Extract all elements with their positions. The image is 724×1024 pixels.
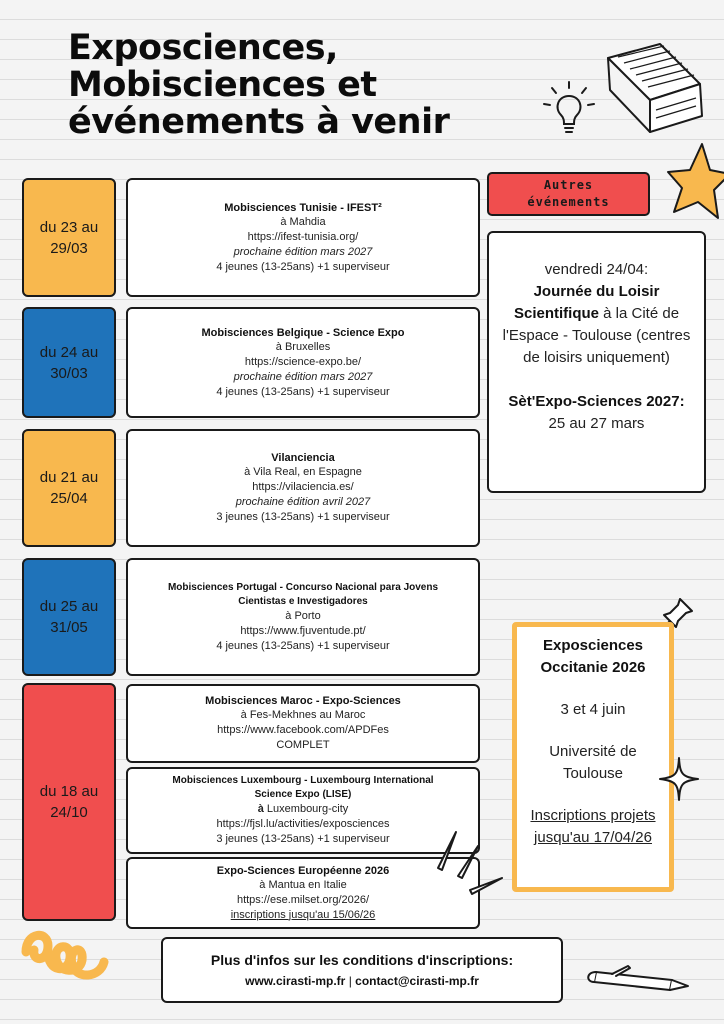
event-title: Expo-Sciences Européenne 2026: [216, 864, 390, 877]
star-icon: [664, 140, 724, 226]
date-block-3-line-2: 25/04: [50, 490, 88, 507]
date-block-2-line-1: du 24 au: [39, 343, 99, 361]
date-block-1-line-2: 29/03: [50, 239, 88, 257]
other-event-1: [497, 281, 696, 369]
event-note: prochaine édition mars 2027: [233, 370, 373, 383]
lightbulb-icon: [540, 78, 598, 140]
event-card-vilanciencia: [126, 429, 480, 547]
event-card-europeenne: [126, 857, 480, 929]
event-location: à Mantua en Italie: [259, 878, 347, 891]
date-block-5-line-2: 24/10: [50, 804, 88, 821]
footer-email-link[interactable]: contact@cirasti-mp.fr: [355, 974, 479, 988]
spiral-icon: [18, 922, 114, 992]
event-location: à Bruxelles: [275, 340, 331, 353]
event-title: Mobisciences Tunisie - IFEST²: [224, 201, 382, 214]
other-event-2-title: Sèt'Expo-Sciences 2027:: [508, 393, 685, 410]
occitanie-venue: Université de Toulouse: [549, 743, 637, 782]
event-location: [258, 802, 349, 817]
event-url[interactable]: https://ese.milset.org/2026/: [236, 893, 370, 906]
event-location: à Fes-Mekhnes au Maroc: [240, 709, 366, 721]
autres-line-2: événements: [527, 195, 610, 209]
other-event-date: vendredi 24/04:: [544, 261, 649, 278]
event-title-line-1: Mobisciences Luxembourg - Luxembourg International: [172, 775, 434, 786]
event-title: Mobisciences Belgique - Science Expo: [201, 326, 405, 339]
other-event-1-details: à la Cité de l'Espace - Toulouse (centres de loisirs uniquement): [502, 305, 691, 366]
event-card-luxembourg: [126, 767, 480, 854]
date-block-4-line-1: du 25 au: [39, 598, 99, 615]
title-line-3: événements à venir: [68, 102, 450, 142]
date-block-4-line-2: 31/05: [50, 619, 88, 636]
occitanie-title-line-1: Exposciences: [542, 637, 644, 654]
pen-icon: [582, 960, 694, 996]
event-location: à Porto: [285, 609, 321, 622]
date-block-1-line-1: du 23 au: [39, 218, 99, 236]
event-location-city: Luxembourg-city: [263, 803, 349, 815]
event-title-line-2: Science Expo (LISE): [254, 789, 352, 800]
event-note: inscriptions jusqu'au 15/06/26: [230, 908, 376, 921]
date-block-3-line-1: du 21 au: [39, 469, 99, 486]
other-event-2-date: 25 au 27 mars: [548, 415, 645, 432]
event-title: Mobisciences Maroc - Expo-Sciences: [205, 695, 401, 707]
sparkle-icon: [658, 756, 700, 802]
event-note: prochaine édition mars 2027: [233, 245, 373, 258]
other-events-box: [487, 231, 706, 493]
occitanie-title-line-2: Occitanie 2026: [540, 659, 646, 676]
date-block-2-line-2: 30/03: [50, 364, 88, 382]
footer-box: [161, 937, 563, 1003]
date-block-1: [22, 178, 116, 297]
occitanie-registration[interactable]: Inscriptions projets jusqu'au 17/04/26: [530, 807, 656, 846]
event-note: COMPLET: [276, 739, 330, 751]
autres-evenements-label: [487, 172, 650, 216]
date-block-5: [22, 683, 116, 921]
event-location: à Vila Real, en Espagne: [244, 466, 362, 478]
date-block-2: [22, 307, 116, 418]
event-card-portugal: [126, 558, 480, 676]
date-block-3: [22, 429, 116, 547]
footer-info-text: Plus d'infos sur les conditions d'inscriptions:: [210, 952, 514, 968]
event-url[interactable]: https://www.facebook.com/APDFes: [217, 724, 389, 736]
event-card-maroc: [126, 684, 480, 763]
other-event-1-title: Journée du Loisir Scientifique: [513, 283, 660, 322]
event-title: Vilanciencia: [271, 452, 335, 464]
event-url[interactable]: https://www.fjuventude.pt/: [240, 624, 366, 637]
event-participants: 3 jeunes (13-25ans) +1 superviseur: [216, 833, 390, 845]
footer-separator: |: [345, 974, 356, 988]
event-card-belgique: [126, 307, 480, 418]
date-block-4: [22, 558, 116, 676]
occitanie-box: [512, 622, 674, 892]
spark-lines-icon: [430, 828, 510, 898]
event-note: prochaine édition avril 2027: [235, 496, 371, 508]
event-title-line-1: Mobisciences Portugal - Concurso Nacional para Jovens: [167, 581, 439, 593]
event-location: à Mahdia: [280, 215, 326, 228]
event-url[interactable]: https://ifest-tunisia.org/: [247, 230, 359, 243]
event-url[interactable]: https://fjsl.lu/activities/exposciences: [216, 818, 390, 830]
event-url[interactable]: https://science-expo.be/: [244, 355, 362, 368]
occitanie-dates: 3 et 4 juin: [560, 701, 626, 718]
event-participants: 4 jeunes (13-25ans) +1 superviseur: [216, 385, 390, 398]
autres-line-1: Autres: [543, 178, 594, 192]
event-url[interactable]: https://vilaciencia.es/: [252, 481, 354, 493]
event-card-tunisie: [126, 178, 480, 297]
event-participants: 3 jeunes (13-25ans) +1 superviseur: [216, 511, 390, 523]
event-participants: 4 jeunes (13-25ans) +1 superviseur: [216, 639, 390, 652]
date-block-5-line-1: du 18 au: [39, 783, 99, 800]
title-line-2: Mobisciences et: [68, 65, 377, 105]
title-line-1: Exposciences,: [68, 28, 338, 68]
footer-contact: [245, 971, 479, 991]
event-location-prefix: à: [257, 803, 264, 815]
footer-website-link[interactable]: www.cirasti-mp.fr: [245, 974, 346, 988]
book-icon: [598, 30, 713, 145]
page-title: [68, 30, 538, 141]
event-title-line-2: Cientistas e Investigadores: [238, 595, 368, 607]
event-participants: 4 jeunes (13-25ans) +1 superviseur: [216, 260, 390, 273]
